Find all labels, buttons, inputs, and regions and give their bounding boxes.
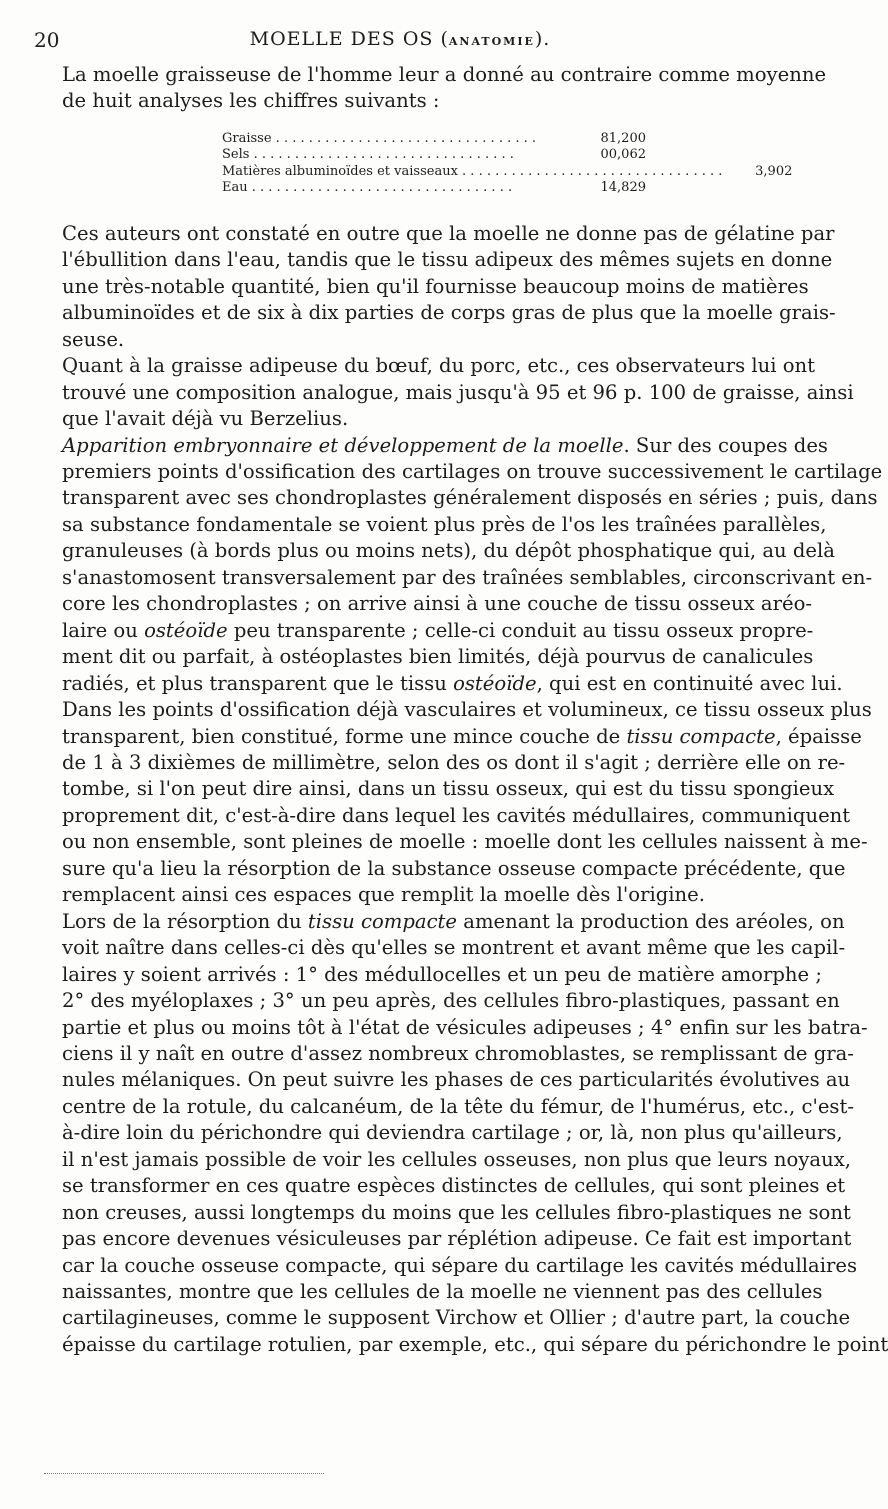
text-line: s'anastomosent transversalement par des traînées semblables, circonscrivant en- [62, 565, 873, 589]
table-row [222, 131, 646, 148]
table-row [222, 180, 646, 197]
text-line: Quant à la graisse adipeuse du bœuf, du porc, etc., ces observateurs lui ont [62, 354, 816, 378]
text-line: ciens il y naît en outre d'assez nombreux chromoblastes, se remplissant de gra- [62, 1041, 854, 1065]
running-head-section: ANATOMIE [448, 35, 535, 48]
text-line: laires y soient arrivés : 1° des médullocelles et un peu de matière amorphe ; [62, 962, 822, 986]
text-line: transparent, bien constitué, forme une mince couche de tissu compacte, épaisse [62, 724, 862, 748]
text-line: centre de la rotule, du calcanéum, de la tête du fémur, de l'humérus, etc., c'est- [62, 1094, 854, 1118]
text-line: sa substance fondamentale se voient plus près de l'os les traînées parallèles, [62, 512, 827, 536]
row-label: Eau . . . [222, 180, 576, 197]
running-head-main: MOELLE DES OS ( [249, 28, 449, 50]
text-line: il n'est jamais possible de voir les cellules osseuses, non plus que leurs noyaux, [62, 1147, 851, 1171]
text-line: que l'avait déjà vu Berzelius. [62, 407, 349, 431]
text-line: voit naître dans celles-ci dès qu'elles se montrent et avant même que les capil- [62, 936, 846, 960]
text-line: radiés, et plus transparent que le tissu ostéoïde, qui est en continuité avec lui. [62, 671, 843, 695]
text-line: remplacent ainsi ces espaces que remplit la moelle dès l'origine. [62, 883, 705, 907]
row-label: Sels . . . [222, 147, 576, 164]
row-label: Matières albuminoïdes et vaisseaux . . . [222, 164, 722, 181]
text-line: ment dit ou parfait, à ostéoplastes bien limités, déjà pourvus de canalicules [62, 645, 814, 669]
text-line: Lors de la résorption du tissu compacte amenant la production des aréoles, on [62, 909, 845, 933]
row-value: 3,902 [755, 163, 793, 179]
text-line: tombe, si l'on peut dire ainsi, dans un tissu osseux, qui est du tissu spongieux [62, 777, 835, 801]
running-head [34, 28, 766, 50]
text-line: naissantes, montre que les cellules de la moelle ne viennent pas des cellules [62, 1280, 823, 1304]
text-line: 2° des myéloplaxes ; 3° un peu après, des cellules fibro-plastiques, passant en [62, 989, 840, 1013]
text-line: car la couche osseuse compacte, qui sépare du cartilage les cavités médullaires [62, 1253, 858, 1277]
text-line: seuse. [62, 327, 125, 351]
text-line: core les chondroplastes ; on arrive ainsi à une couche de tissu osseux aréo- [62, 592, 812, 616]
text-line: non creuses, aussi longtemps du moins que les cellules fibro-plastiques ne sont [62, 1200, 851, 1224]
main-paragraphs [62, 221, 888, 1358]
page-header [34, 28, 766, 54]
text-line: partie et plus ou moins tôt à l'état de vésicules adipeuses ; 4° enfin sur les batra- [62, 1015, 868, 1039]
text-line: de 1 à 3 dixièmes de millimètre, selon des os dont il s'agit ; derrière elle on re- [62, 750, 846, 774]
text-line: une très-notable quantité, bien qu'il fournisse beaucoup moins de matières [62, 274, 809, 298]
text-line: granuleuses (à bords plus ou moins nets), du dépôt phosphatique qui, au delà [62, 539, 835, 563]
table-row [222, 147, 646, 164]
text-line: l'ébullition dans l'eau, tandis que le tissu adipeux des mêmes sujets en donne [62, 248, 833, 272]
text-line: ou non ensemble, sont pleines de moelle : moelle dont les cellules naissent à me- [62, 830, 868, 854]
body-text [62, 62, 888, 1358]
text-line: albuminoïdes et de six à dix parties de corps gras de plus que la moelle grais- [62, 301, 836, 325]
text-line: transparent avec ses chondroplastes généralement disposés en séries ; puis, dans [62, 486, 878, 510]
text-line: cartilagineuses, comme le supposent Virchow et Ollier ; d'autre part, la couche [62, 1306, 851, 1330]
row-value: 14,829 [600, 180, 646, 196]
text-line: trouvé une composition analogue, mais jusqu'à 95 et 96 p. 100 de graisse, ainsi [62, 380, 854, 404]
table-row [222, 163, 793, 181]
text-line: La moelle graisseuse de l'homme leur a donné au contraire comme moyenne [62, 63, 827, 86]
text-line: pas encore devenues vésiculeuses par réplétion adipeuse. Ce fait est important [62, 1227, 852, 1251]
intro-paragraph [62, 62, 827, 115]
text-line: Apparition embryonnaire et développement de la moelle. Sur des coupes des [62, 433, 828, 457]
text-line: de huit analyses les chiffres suivants : [62, 89, 440, 113]
row-value: 81,200 [600, 130, 646, 146]
text-line: à-dire loin du périchondre qui deviendra cartilage ; or, là, non plus qu'ailleurs, [62, 1121, 843, 1145]
text-line: sure qu'a lieu la résorption de la substance osseuse compacte précédente, que [62, 856, 846, 880]
row-value: 00,062 [600, 147, 646, 163]
text-line: nules mélaniques. On peut suivre les phases de ces particularités évolutives au [62, 1068, 851, 1092]
page-number: 20 [34, 28, 60, 52]
text-line: premiers points d'ossification des cartilages on trouve successivement le cartilage [62, 459, 883, 483]
text-line: laire ou ostéoïde peu transparente ; celle-ci conduit au tissu osseux propre- [62, 618, 814, 642]
text-line: épaisse du cartilage rotulien, par exemple, etc., qui sépare du périchondre le point [62, 1332, 888, 1356]
running-head-end: ). [534, 28, 551, 50]
analysis-table [222, 130, 793, 197]
footer-rule [44, 1473, 324, 1474]
text-line: se transformer en ces quatre espèces distinctes de cellules, qui sont pleines et [62, 1174, 846, 1198]
text-line: proprement dit, c'est-à-dire dans lequel les cavités médullaires, communiquent [62, 803, 851, 827]
row-label: Graisse . . . [222, 131, 576, 148]
text-line: Ces auteurs ont constaté en outre que la moelle ne donne pas de gélatine par [62, 221, 835, 245]
text-line: Dans les points d'ossification déjà vasculaires et volumineux, ce tissu osseux plus [62, 698, 872, 722]
